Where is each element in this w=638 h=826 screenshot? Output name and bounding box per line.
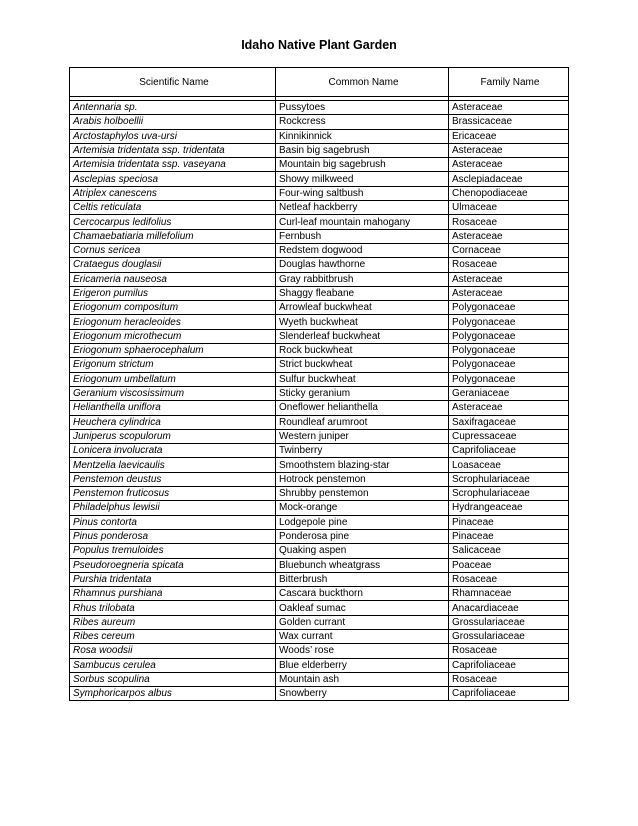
table-row bbox=[70, 601, 569, 615]
family-name-cell: Polygonaceae bbox=[449, 372, 569, 386]
family-name-cell: Rosaceae bbox=[449, 672, 569, 686]
common-name-cell: Basin big sagebrush bbox=[276, 143, 449, 157]
common-name-cell: Ponderosa pine bbox=[276, 529, 449, 543]
table-row bbox=[70, 487, 569, 501]
common-name-cell: Oneflower helianthella bbox=[276, 401, 449, 415]
table-row bbox=[70, 272, 569, 286]
family-name-cell: Asteraceae bbox=[449, 143, 569, 157]
table-row bbox=[70, 615, 569, 629]
common-name-cell: Kinnikinnick bbox=[276, 129, 449, 143]
table-row bbox=[70, 243, 569, 257]
common-name-cell: Golden currant bbox=[276, 615, 449, 629]
table-row bbox=[70, 401, 569, 415]
table-row bbox=[70, 358, 569, 372]
family-name-cell: Ericaceae bbox=[449, 129, 569, 143]
scientific-name-cell: Eriogonum sphaerocephalum bbox=[70, 344, 276, 358]
common-name-cell: Snowberry bbox=[276, 687, 449, 701]
common-name-cell: Mock-orange bbox=[276, 501, 449, 515]
scientific-name-cell: Geranium viscosissimum bbox=[70, 386, 276, 400]
common-name-cell: Twinberry bbox=[276, 444, 449, 458]
family-name-cell: Geraniaceae bbox=[449, 386, 569, 400]
table-row bbox=[70, 129, 569, 143]
table-row bbox=[70, 229, 569, 243]
family-name-cell: Asteraceae bbox=[449, 272, 569, 286]
family-name-cell: Asteraceae bbox=[449, 158, 569, 172]
scientific-name-cell: Artemisia tridentata ssp. tridentata bbox=[70, 143, 276, 157]
common-name-cell: Bluebunch wheatgrass bbox=[276, 558, 449, 572]
scientific-name-cell: Pseudoroegneria spicata bbox=[70, 558, 276, 572]
common-name-cell: Douglas hawthorne bbox=[276, 258, 449, 272]
table-row bbox=[70, 344, 569, 358]
table-row bbox=[70, 544, 569, 558]
family-name-cell: Cupressaceae bbox=[449, 429, 569, 443]
family-name-cell: Polygonaceae bbox=[449, 329, 569, 343]
table-row bbox=[70, 472, 569, 486]
table-row bbox=[70, 201, 569, 215]
scientific-name-cell: Ribes cereum bbox=[70, 629, 276, 643]
table-row bbox=[70, 658, 569, 672]
family-name-cell: Caprifoliaceae bbox=[449, 444, 569, 458]
family-name-cell: Loasaceae bbox=[449, 458, 569, 472]
common-name-cell: Shaggy fleabane bbox=[276, 286, 449, 300]
scientific-name-cell: Cercocarpus ledifolius bbox=[70, 215, 276, 229]
common-name-cell: Four-wing saltbush bbox=[276, 186, 449, 200]
common-name-cell: Pussytoes bbox=[276, 101, 449, 115]
family-name-cell: Brassicaceae bbox=[449, 115, 569, 129]
table-row bbox=[70, 558, 569, 572]
table-row bbox=[70, 186, 569, 200]
family-name-cell: Saxifragaceae bbox=[449, 415, 569, 429]
common-name-cell: Wyeth buckwheat bbox=[276, 315, 449, 329]
scientific-name-cell: Penstemon deustus bbox=[70, 472, 276, 486]
scientific-name-cell: Ribes aureum bbox=[70, 615, 276, 629]
common-name-cell: Lodgepole pine bbox=[276, 515, 449, 529]
scientific-name-cell: Rhamnus purshiana bbox=[70, 587, 276, 601]
family-name-cell: Grossulariaceae bbox=[449, 615, 569, 629]
scientific-name-cell: Populus tremuloides bbox=[70, 544, 276, 558]
common-name-cell: Smoothstem blazing-star bbox=[276, 458, 449, 472]
family-name-cell: Polygonaceae bbox=[449, 358, 569, 372]
scientific-name-cell: Helianthella uniflora bbox=[70, 401, 276, 415]
scientific-name-cell: Crataegus douglasii bbox=[70, 258, 276, 272]
scientific-name-cell: Philadelphus lewisii bbox=[70, 501, 276, 515]
scientific-name-cell: Asclepias speciosa bbox=[70, 172, 276, 186]
column-header-scientific-name: Scientific Name bbox=[70, 68, 276, 97]
family-name-cell: Polygonaceae bbox=[449, 344, 569, 358]
column-header-family-name: Family Name bbox=[449, 68, 569, 97]
family-name-cell: Asteraceae bbox=[449, 401, 569, 415]
family-name-cell: Scrophulariaceae bbox=[449, 472, 569, 486]
table-row bbox=[70, 172, 569, 186]
common-name-cell: Curl-leaf mountain mahogany bbox=[276, 215, 449, 229]
family-name-cell: Rosaceae bbox=[449, 258, 569, 272]
table-row bbox=[70, 158, 569, 172]
scientific-name-cell: Symphoricarpos albus bbox=[70, 687, 276, 701]
common-name-cell: Strict buckwheat bbox=[276, 358, 449, 372]
common-name-cell: Sulfur buckwheat bbox=[276, 372, 449, 386]
table-row bbox=[70, 687, 569, 701]
family-name-cell: Hydrangeaceae bbox=[449, 501, 569, 515]
scientific-name-cell: Eriogonum heracleoides bbox=[70, 315, 276, 329]
common-name-cell: Slenderleaf buckwheat bbox=[276, 329, 449, 343]
family-name-cell: Asclepiadaceae bbox=[449, 172, 569, 186]
common-name-cell: Western juniper bbox=[276, 429, 449, 443]
common-name-cell: Fernbush bbox=[276, 229, 449, 243]
scientific-name-cell: Erigonum strictum bbox=[70, 358, 276, 372]
common-name-cell: Cascara buckthorn bbox=[276, 587, 449, 601]
scientific-name-cell: Celtis reticulata bbox=[70, 201, 276, 215]
scientific-name-cell: Heuchera cylindrica bbox=[70, 415, 276, 429]
table-row bbox=[70, 587, 569, 601]
scientific-name-cell: Eriogonum microthecum bbox=[70, 329, 276, 343]
column-header-common-name: Common Name bbox=[276, 68, 449, 97]
table-row bbox=[70, 444, 569, 458]
table-row bbox=[70, 572, 569, 586]
common-name-cell: Rock buckwheat bbox=[276, 344, 449, 358]
common-name-cell: Hotrock penstemon bbox=[276, 472, 449, 486]
common-name-cell: Woods’ rose bbox=[276, 644, 449, 658]
common-name-cell: Quaking aspen bbox=[276, 544, 449, 558]
table-row bbox=[70, 458, 569, 472]
scientific-name-cell: Purshia tridentata bbox=[70, 572, 276, 586]
common-name-cell: Showy milkweed bbox=[276, 172, 449, 186]
table-row bbox=[70, 143, 569, 157]
common-name-cell: Sticky geranium bbox=[276, 386, 449, 400]
scientific-name-cell: Sorbus scopulina bbox=[70, 672, 276, 686]
scientific-name-cell: Erigeron pumilus bbox=[70, 286, 276, 300]
scientific-name-cell: Artemisia tridentata ssp. vaseyana bbox=[70, 158, 276, 172]
scientific-name-cell: Eriogonum umbellatum bbox=[70, 372, 276, 386]
table-row bbox=[70, 529, 569, 543]
table-row bbox=[70, 501, 569, 515]
table-row bbox=[70, 329, 569, 343]
plant-table bbox=[69, 67, 569, 701]
common-name-cell: Rockcress bbox=[276, 115, 449, 129]
table-row bbox=[70, 672, 569, 686]
scientific-name-cell: Pinus ponderosa bbox=[70, 529, 276, 543]
common-name-cell: Oakleaf sumac bbox=[276, 601, 449, 615]
common-name-cell: Redstem dogwood bbox=[276, 243, 449, 257]
table-row bbox=[70, 101, 569, 115]
common-name-cell: Arrowleaf buckwheat bbox=[276, 301, 449, 315]
common-name-cell: Shrubby penstemon bbox=[276, 487, 449, 501]
table-row bbox=[70, 415, 569, 429]
scientific-name-cell: Sambucus cerulea bbox=[70, 658, 276, 672]
family-name-cell: Pinaceae bbox=[449, 515, 569, 529]
table-row bbox=[70, 286, 569, 300]
scientific-name-cell: Chamaebatiaria millefolium bbox=[70, 229, 276, 243]
family-name-cell: Grossulariaceae bbox=[449, 629, 569, 643]
scientific-name-cell: Atriplex canescens bbox=[70, 186, 276, 200]
family-name-cell: Caprifoliaceae bbox=[449, 658, 569, 672]
scientific-name-cell: Lonicera involucrata bbox=[70, 444, 276, 458]
scientific-name-cell: Eriogonum compositum bbox=[70, 301, 276, 315]
scientific-name-cell: Cornus sericea bbox=[70, 243, 276, 257]
family-name-cell: Rosaceae bbox=[449, 644, 569, 658]
table-row bbox=[70, 258, 569, 272]
family-name-cell: Cornaceae bbox=[449, 243, 569, 257]
common-name-cell: Roundleaf arumroot bbox=[276, 415, 449, 429]
family-name-cell: Rosaceae bbox=[449, 572, 569, 586]
common-name-cell: Netleaf hackberry bbox=[276, 201, 449, 215]
page-title: Idaho Native Plant Garden bbox=[241, 38, 397, 52]
common-name-cell: Wax currant bbox=[276, 629, 449, 643]
scientific-name-cell: Antennaria sp. bbox=[70, 101, 276, 115]
table-row bbox=[70, 315, 569, 329]
table-row bbox=[70, 629, 569, 643]
table-row bbox=[70, 644, 569, 658]
family-name-cell: Scrophulariaceae bbox=[449, 487, 569, 501]
scientific-name-cell: Mentzelia laevicaulis bbox=[70, 458, 276, 472]
family-name-cell: Polygonaceae bbox=[449, 301, 569, 315]
table-row bbox=[70, 515, 569, 529]
table-row bbox=[70, 429, 569, 443]
scientific-name-cell: Arctostaphylos uva-ursi bbox=[70, 129, 276, 143]
family-name-cell: Ulmaceae bbox=[449, 201, 569, 215]
family-name-cell: Caprifoliaceae bbox=[449, 687, 569, 701]
table-row bbox=[70, 301, 569, 315]
family-name-cell: Chenopodiaceae bbox=[449, 186, 569, 200]
family-name-cell: Anacardiaceae bbox=[449, 601, 569, 615]
common-name-cell: Blue elderberry bbox=[276, 658, 449, 672]
common-name-cell: Mountain big sagebrush bbox=[276, 158, 449, 172]
scientific-name-cell: Arabis holboellii bbox=[70, 115, 276, 129]
common-name-cell: Mountain ash bbox=[276, 672, 449, 686]
scientific-name-cell: Penstemon fruticosus bbox=[70, 487, 276, 501]
common-name-cell: Bitterbrush bbox=[276, 572, 449, 586]
table-row bbox=[70, 386, 569, 400]
scientific-name-cell: Ericameria nauseosa bbox=[70, 272, 276, 286]
family-name-cell: Pinaceae bbox=[449, 529, 569, 543]
family-name-cell: Asteraceae bbox=[449, 101, 569, 115]
family-name-cell: Rhamnaceae bbox=[449, 587, 569, 601]
scientific-name-cell: Pinus contorta bbox=[70, 515, 276, 529]
family-name-cell: Rosaceae bbox=[449, 215, 569, 229]
scientific-name-cell: Juniperus scopulorum bbox=[70, 429, 276, 443]
family-name-cell: Poaceae bbox=[449, 558, 569, 572]
common-name-cell: Gray rabbitbrush bbox=[276, 272, 449, 286]
table-row bbox=[70, 215, 569, 229]
family-name-cell: Salicaceae bbox=[449, 544, 569, 558]
scientific-name-cell: Rhus trilobata bbox=[70, 601, 276, 615]
table-row bbox=[70, 372, 569, 386]
family-name-cell: Polygonaceae bbox=[449, 315, 569, 329]
table-body bbox=[70, 101, 569, 701]
family-name-cell: Asteraceae bbox=[449, 229, 569, 243]
family-name-cell: Asteraceae bbox=[449, 286, 569, 300]
table-header bbox=[70, 68, 569, 101]
scientific-name-cell: Rosa woodsii bbox=[70, 644, 276, 658]
table-row bbox=[70, 115, 569, 129]
